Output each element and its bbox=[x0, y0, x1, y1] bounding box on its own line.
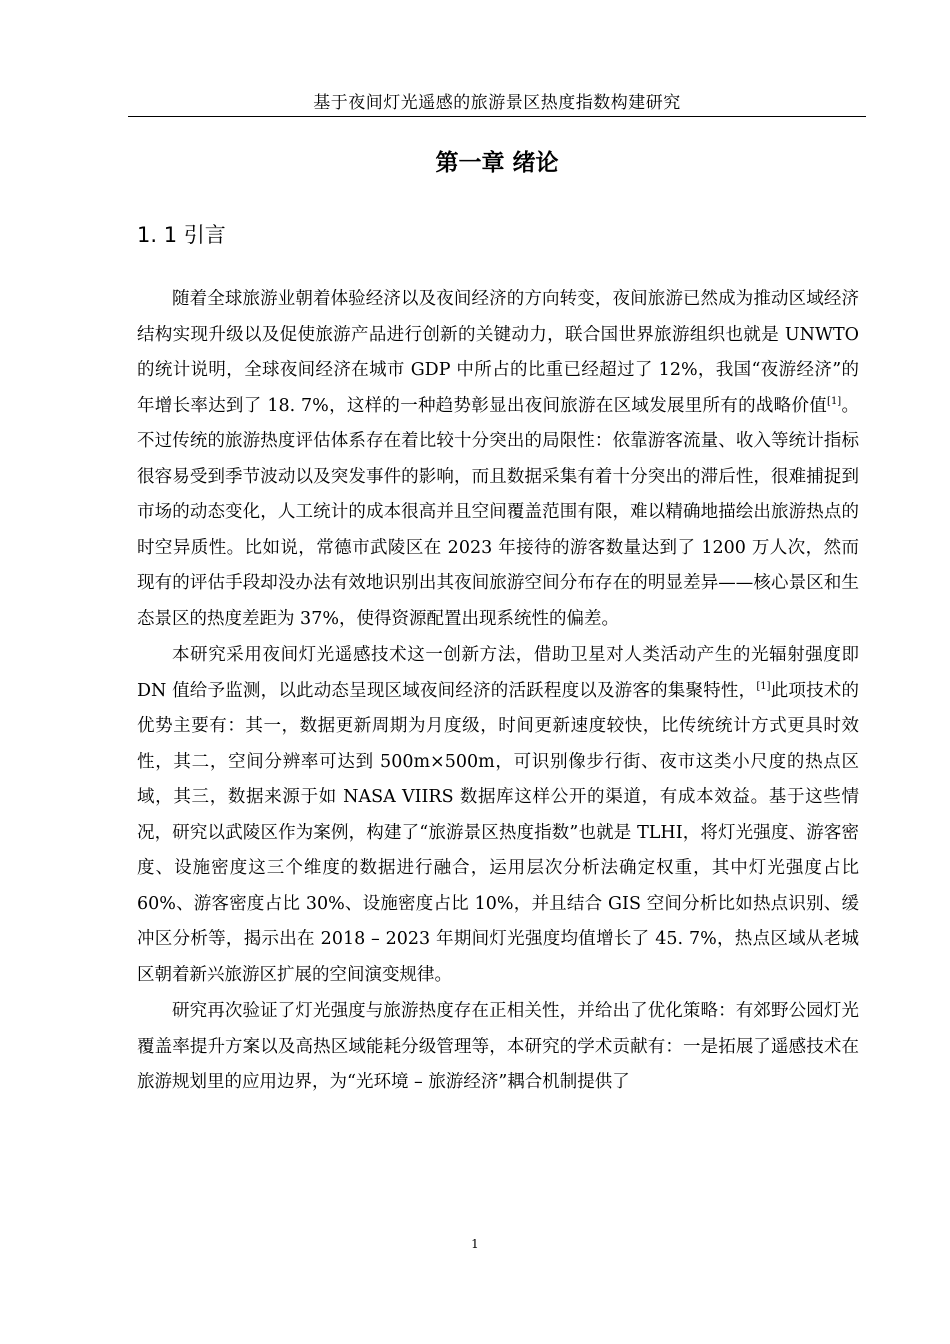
paragraph-2 bbox=[137, 638, 859, 993]
running-header: 基于夜间灯光遥感的旅游景区热度指数构建研究 bbox=[313, 93, 681, 113]
paragraph-2-text-a: 本研究采用夜间灯光遥感技术这一创新方法，借助卫星对人类活动产生的光辐射强度即 DN 值给予监测，以此动态呈现区域夜间经济的活跃程度以及游客的集聚特性， bbox=[137, 645, 859, 701]
citation-ref: [1] bbox=[756, 680, 771, 692]
section-title: 1. 1 引言 bbox=[137, 223, 226, 247]
citation-ref: [1] bbox=[827, 395, 842, 407]
paragraph-3 bbox=[137, 994, 859, 1101]
header-rule bbox=[128, 116, 866, 117]
page-number: 1 bbox=[471, 1237, 479, 1251]
chapter-title: 第一章 绪论 bbox=[435, 150, 559, 176]
body-text bbox=[137, 282, 859, 1101]
paragraph-2-text-b: 此项技术的优势主要有：其一，数据更新周期为月度级，时间更新速度较快，比传统统计方式更具时效性，其二，空间分辨率可达到 500m×500m，可识别像步行街、夜市这类小尺度的热点区域，其三，数据来源于如 NASA VIIRS 数据库这样公开的渠道，有成本效益。基于这些情况，研究以武陵区作为案例，构建了“旅游景区热度指数”也就是 TLHI，将灯光强度、游客密度、设施密度这三个维度的数据进行融合，运用层次分析法确定权重，其中灯光强度占比 60%、游客密度占比 30%、设施密度占比 10%，并且结合 GIS 空间分析比如热点识别、缓冲区分析等，揭示出在 2018 – 2023 年期间灯光强度均值增长了 45. 7%，热点区域从老城区朝着新兴旅游区扩展的空间演变规律。 bbox=[137, 680, 859, 985]
paragraph-1-text-a: 随着全球旅游业朝着体验经济以及夜间经济的方向转变，夜间旅游已然成为推动区域经济结构实现升级以及促使旅游产品进行创新的关键动力，联合国世界旅游组织也就是 UNWTO 的统计说明，全球夜间经济在城市 GDP 中所占的比重已经超过了 12%，我国“夜游经济”的年增长率达到了 18. 7%，这样的一种趋势彰显出夜间旅游在区域发展里所有的战略价值 bbox=[137, 289, 859, 416]
paragraph-1 bbox=[137, 282, 859, 637]
paragraph-3-text: 研究再次验证了灯光强度与旅游热度存在正相关性，并给出了优化策略：有郊野公园灯光覆盖率提升方案以及高热区域能耗分级管理等，本研究的学术贡献有：一是拓展了遥感技术在旅游规划里的应用边界，为“光环境 – 旅游经济”耦合机制提供了 bbox=[137, 1001, 859, 1092]
paragraph-1-text-b: 。不过传统的旅游热度评估体系存在着比较十分突出的局限性：依靠游客流量、收入等统计指标很容易受到季节波动以及突发事件的影响，而且数据采集有着十分突出的滞后性，很难捕捉到市场的动态变化，人工统计的成本很高并且空间覆盖范围有限，难以精确地描绘出旅游热点的时空异质性。比如说，常德市武陵区在 2023 年接待的游客数量达到了 1200 万人次，然而现有的评估手段却没办法有效地识别出其夜间旅游空间分布存在的明显差异——核心景区和生态景区的热度差距为 37%，使得资源配置出现系统性的偏差。 bbox=[137, 395, 860, 629]
